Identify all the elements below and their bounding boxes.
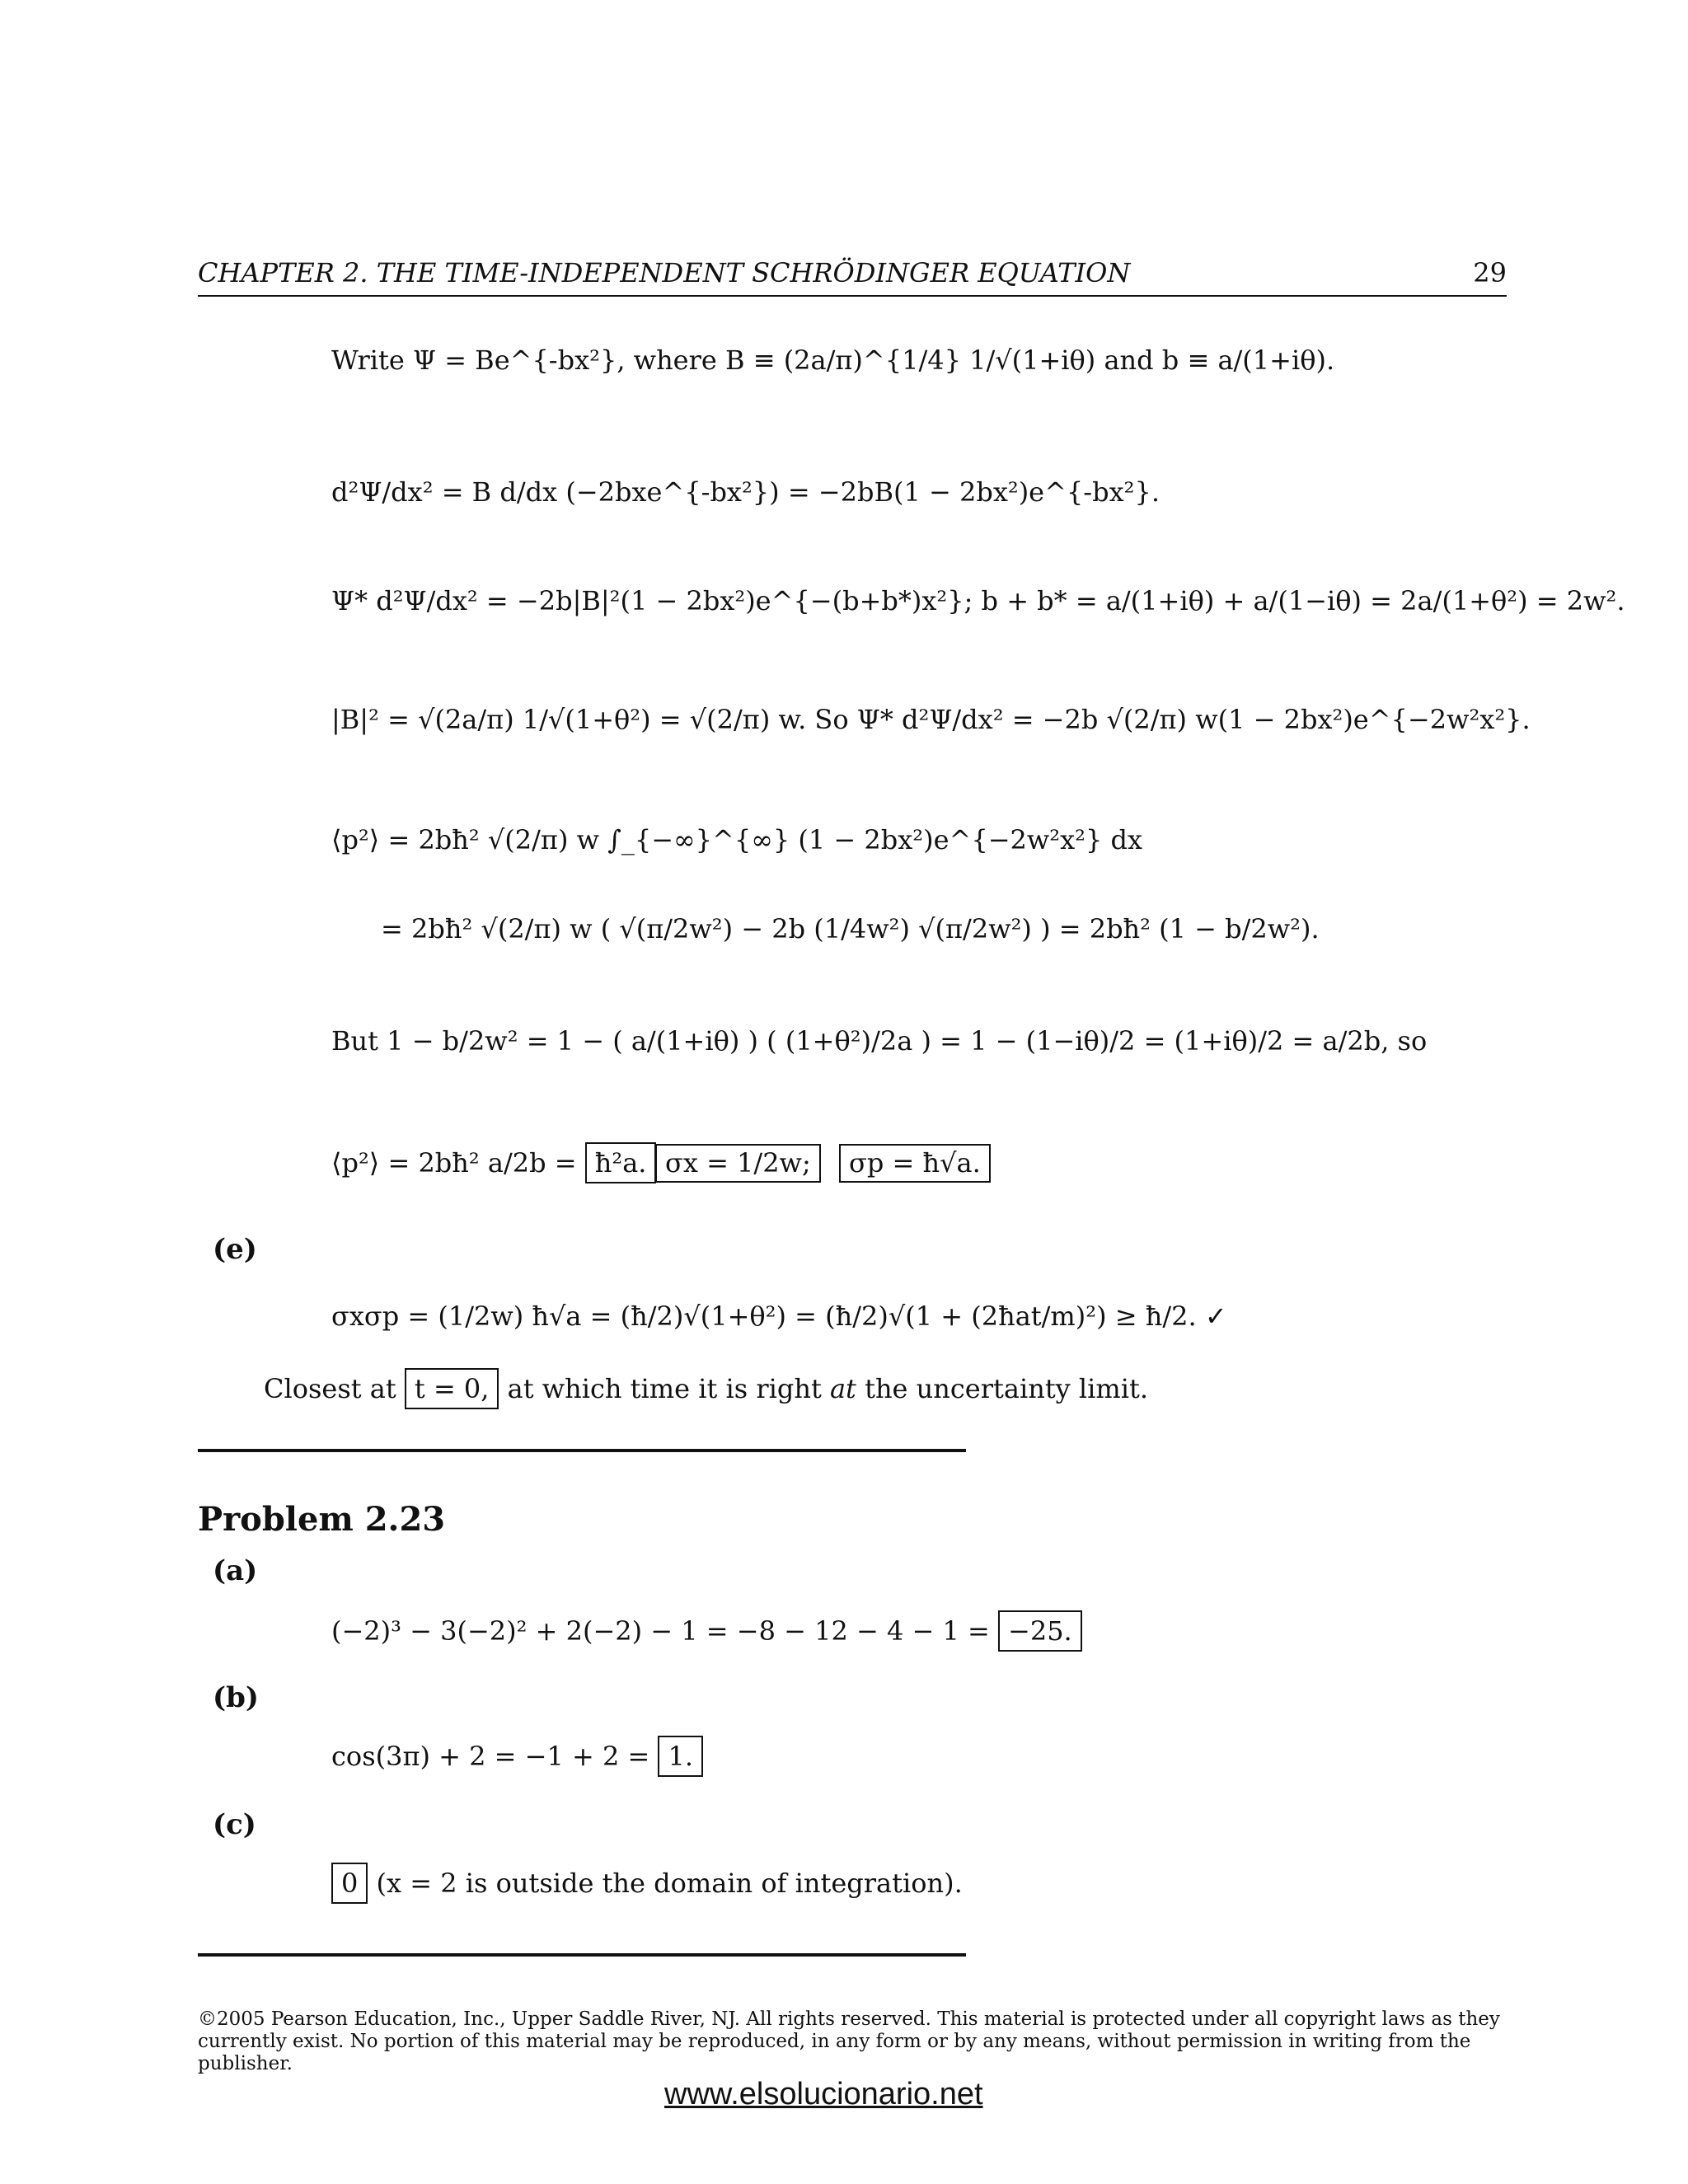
- copyright-footer: ©2005 Pearson Education, Inc., Upper Saddle River, NJ. All rights reserved. This material is protected under all copyright laws as they currently exist. No portion of this material may be reproduced, in any form or by any means, without permission in writing from the publisher.: [198, 2008, 1500, 2075]
- page-header: [198, 257, 1507, 297]
- sigma-x-text: σx = 1/2w;: [665, 1147, 811, 1179]
- closest-prefix: Closest at: [264, 1373, 396, 1404]
- equation-8: [331, 1149, 656, 1178]
- equation-5: [331, 826, 1142, 855]
- equation-4-text: |B|² = √(2a/π) 1/√(1+θ²) = √(2/π) w. So Ψ* d²Ψ/dx² = −2b √(2/π) w(1 − 2bx²)e^{−2w²x²}.: [331, 704, 1531, 735]
- equation-6: [381, 915, 1320, 944]
- closest-suffix-1: at which time it is right: [507, 1373, 822, 1404]
- part-c-note: (x = 2 is outside the domain of integration).: [376, 1868, 963, 1899]
- equation-2-text: d²Ψ/dx² = B d/dx (−2bxe^{-bx²}) = −2bB(1 − 2bx²)e^{-bx²}.: [331, 476, 1160, 508]
- part-a-label: (a): [213, 1554, 258, 1587]
- closest-emphasis: at: [829, 1373, 856, 1404]
- closest-statement: [264, 1375, 1148, 1404]
- sigma-p-text: σp = ħ√a.: [849, 1147, 981, 1179]
- part-c-answer: 0: [331, 1863, 368, 1904]
- part-b-equation-text: cos(3π) + 2 = −1 + 2 =: [331, 1741, 650, 1772]
- problem-title: Problem 2.23: [198, 1500, 446, 1539]
- part-a-answer: −25.: [998, 1610, 1082, 1652]
- equation-3-text: Ψ* d²Ψ/dx² = −2b|B|²(1 − 2bx²)e^{−(b+b*)x²}; b + b* = a/(1+iθ) + a/(1−iθ) = 2a/(1+θ²) = 2w².: [331, 585, 1625, 616]
- equation-5-text: ⟨p²⟩ = 2bħ² √(2/π) w ∫_{−∞}^{∞} (1 − 2bx²)e^{−2w²x²} dx: [331, 824, 1143, 855]
- part-e-label: (e): [213, 1233, 257, 1266]
- part-b-answer: 1.: [658, 1736, 703, 1777]
- part-a-equation: [331, 1617, 1082, 1646]
- equation-4: [331, 705, 1531, 734]
- boxed-sigma-x: [655, 1144, 821, 1183]
- closest-box: t = 0,: [405, 1368, 499, 1409]
- part-c-equation: [331, 1869, 963, 1898]
- part-b-label: (b): [213, 1681, 259, 1714]
- equation-3: [331, 587, 1625, 616]
- equation-8-text: ⟨p²⟩ = 2bħ² a/2b =: [331, 1147, 577, 1179]
- part-e-equation: [331, 1302, 1227, 1331]
- equation-1: [331, 346, 1334, 375]
- chapter-title: CHAPTER 2. THE TIME-INDEPENDENT SCHRÖDINGER EQUATION: [198, 257, 1131, 288]
- part-e-equation-text: σxσp = (1/2w) ħ√a = (ħ/2)√(1+θ²) = (ħ/2)√(1 + (2ħat/m)²) ≥ ħ/2. ✓: [331, 1301, 1227, 1332]
- part-b-equation: [331, 1742, 703, 1771]
- website-link[interactable]: www.elsolucionario.net: [664, 2077, 983, 2111]
- page-number: 29: [1473, 257, 1507, 288]
- section-divider: [198, 1449, 966, 1452]
- equation-1-text: Write Ψ = Be^{-bx²}, where B ≡ (2a/π)^{1/4} 1/√(1+iθ) and b ≡ a/(1+iθ).: [331, 344, 1335, 376]
- equation-7-text: But 1 − b/2w² = 1 − ( a/(1+iθ) ) ( (1+θ²)/2a ) = 1 − (1−iθ)/2 = (1+iθ)/2 = a/2b, so: [331, 1025, 1428, 1057]
- part-a-equation-text: (−2)³ − 3(−2)² + 2(−2) − 1 = −8 − 12 − 4 − 1 =: [331, 1615, 990, 1647]
- part-c-label: (c): [213, 1808, 256, 1841]
- closest-suffix-2: the uncertainty limit.: [865, 1373, 1148, 1404]
- equation-6-text: = 2bħ² √(2/π) w ( √(π/2w²) − 2b (1/4w²) √(π/2w²) ) = 2bħ² (1 − b/2w²).: [381, 913, 1320, 944]
- boxed-sigma-p: [839, 1144, 991, 1183]
- equation-2: [331, 478, 1160, 507]
- section-divider-end: [198, 1953, 966, 1957]
- equation-7: [331, 1027, 1427, 1056]
- boxed-p2-result: ħ²a.: [585, 1142, 657, 1183]
